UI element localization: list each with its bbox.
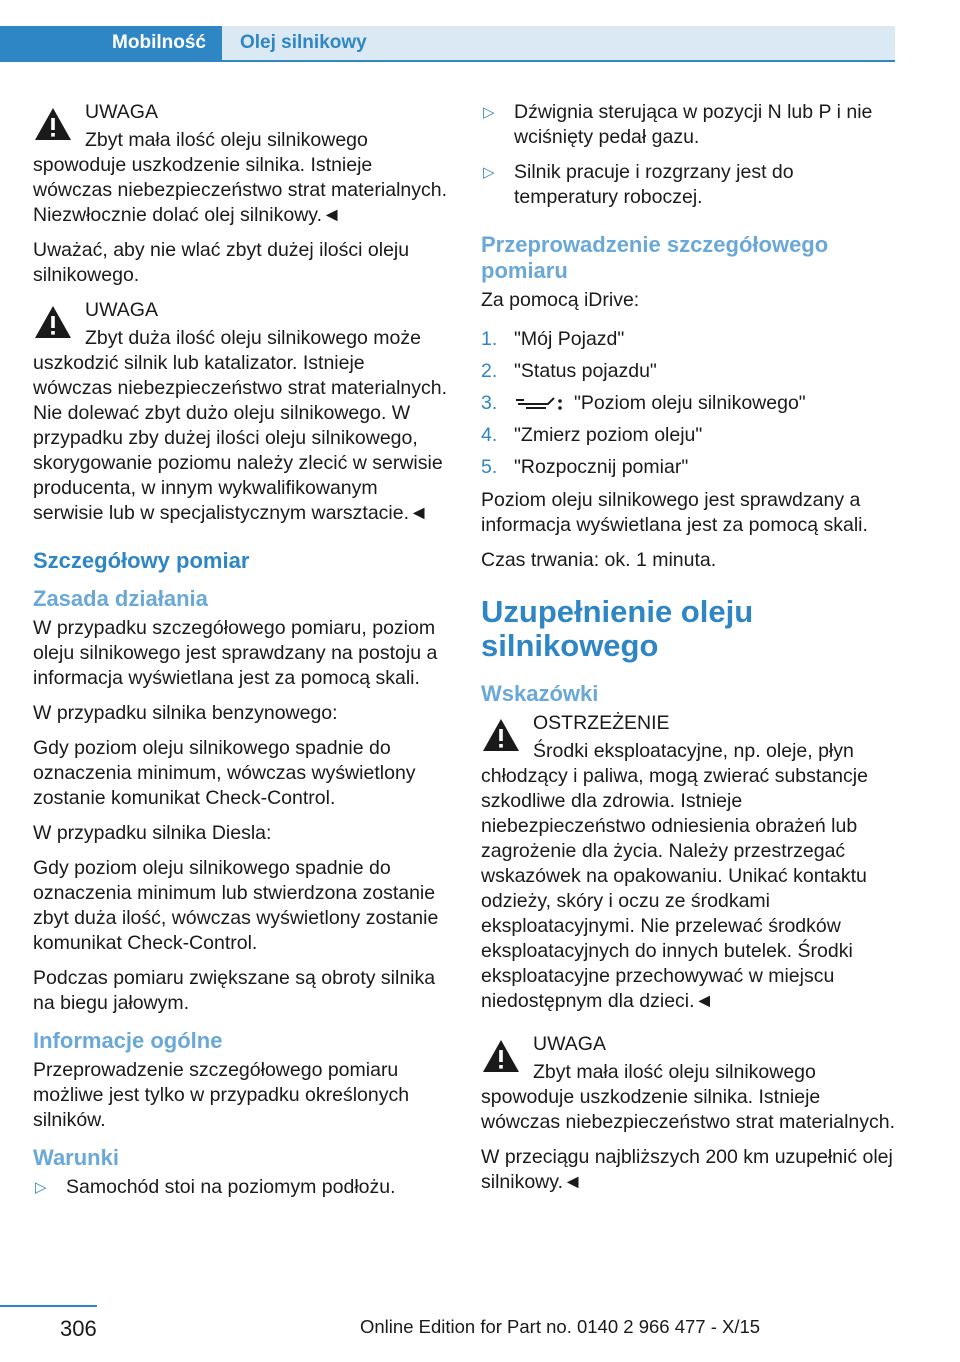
tab-engine-oil: Olej silnikowy (222, 26, 895, 60)
right-column (481, 100, 896, 1205)
triangle-bullet-icon: ▷ (483, 104, 495, 121)
left-column (33, 100, 448, 1210)
conditions-list (33, 1175, 448, 1200)
warning-triangle-icon (481, 717, 521, 753)
paragraph: Za pomocą iDrive: (481, 289, 640, 311)
warning-title: OSTRZEŻENIE (533, 712, 670, 734)
subsection-heading: Przeprowadzenie szczegółowego pomiaru (481, 232, 829, 283)
warning-block (33, 298, 448, 526)
list-item: ▷ Silnik pracuje i rozgrzany jest do temperatury roboczej. (483, 161, 794, 208)
list-item: ▷ Dźwignia sterująca w pozycji N lub P i nie wciśnięty pedał gazu. (483, 101, 873, 148)
warning-block (481, 711, 896, 1014)
paragraph: Czas trwania: ok. 1 minuta. (481, 549, 717, 571)
chapter-heading: Uzupełnienie oleju silnikowego (481, 594, 754, 663)
section-heading: Szczegółowy pomiar (33, 548, 250, 573)
paragraph: Gdy poziom oleju silnikowego spadnie do oznaczenia minimum, wówczas wyświetlony zostanie komunikat Check-Control. (33, 737, 416, 809)
warning-text: Środki eksploatacyjne, np. oleje, płyn chłodzący i paliwa, mogą zwierać substancje szkodliwe dla zdrowia. Istnieje niebezpieczeństwo odniesienia obrażeń lub zagrożenie dla życia. Należy przestrzegać wskazówek na opakowaniu. Unikać kontaktu odzieży, skóry i oczu ze środkami eksploatacyjnymi. Nie przelewać środków eksploatacyjnych do innych butelek. Środki eksploatacyjne przechowywać w miejscu niedostępnym dla dzieci.◄ (481, 740, 868, 1012)
triangle-bullet-icon: ▷ (35, 1179, 47, 1196)
subsection-heading: Informacje ogólne (33, 1028, 223, 1053)
warning-title: UWAGA (85, 101, 158, 123)
header-divider (0, 60, 895, 62)
paragraph: W przypadku silnika benzynowego: (33, 702, 338, 724)
page-number: 306 (60, 1316, 97, 1341)
paragraph: Gdy poziom oleju silnikowego spadnie do oznaczenia minimum lub stwierdzona zostanie zbyt duża ilość, wówczas wyświetlony zostanie komunikat Check-Control. (33, 857, 439, 954)
paragraph: Przeprowadzenie szczegółowego pomiaru możliwe jest tylko w przypadku określonych silników. (33, 1059, 410, 1131)
vehicle-settings-icon (514, 394, 566, 414)
warning-triangle-icon (33, 106, 73, 142)
tab-mobility: Mobilność (0, 26, 222, 60)
warning-triangle-icon (33, 304, 73, 340)
subsection-heading: Zasada działania (33, 586, 208, 611)
warning-text: Zbyt mała ilość oleju silnikowego spowoduje uszkodzenie silnika. Istnieje wówczas niebezpieczeństwo strat materialnych. Niezwłocznie dolać olej silnikowy.◄ (33, 129, 448, 226)
list-item: 2. "Status pojazdu" (481, 360, 657, 382)
paragraph: Poziom oleju silnikowego jest sprawdzany a informacja wyświetlana jest za pomocą skali. (481, 489, 868, 536)
list-item: 3. "Poziom oleju silnikowego" (481, 392, 806, 414)
edition-note: Online Edition for Part no. 0140 2 966 477 - X/15 (360, 1316, 761, 1337)
warning-text: Zbyt mała ilość oleju silnikowego spowoduje uszkodzenie silnika. Istnieje wówczas niebezpieczeństwo strat materialnych. (481, 1061, 896, 1133)
warning-text: Zbyt duża ilość oleju silnikowego może uszkodzić silnik lub katalizator. Istnieje wówczas niebezpieczeństwo strat materialnych. Nie dolewać zbyt dużo oleju silnikowego. W przypadku zby dużej ilości oleju silnikowego, skorygowanie poziomu należy zlecić w serwisie producenta, w innym wykwalifikowanym serwisie lub w specjalistycznym warsztacie.◄ (33, 327, 448, 524)
warning-title: UWAGA (533, 1033, 606, 1055)
warning-title: UWAGA (85, 299, 158, 321)
paragraph: W przypadku silnika Diesla: (33, 822, 272, 844)
subsection-heading: Warunki (33, 1145, 119, 1170)
page-header (0, 0, 895, 62)
steps-list (481, 327, 896, 480)
footer-divider (0, 1305, 97, 1307)
conditions-list (481, 100, 896, 210)
list-item: ▷ Samochód stoi na poziomym podłożu. (35, 1176, 396, 1198)
warning-triangle-icon (481, 1038, 521, 1074)
paragraph: W przeciągu najbliższych 200 km uzupełnić olej silnikowy.◄ (481, 1146, 893, 1193)
list-item: 4. "Zmierz poziom oleju" (481, 424, 703, 446)
paragraph: W przypadku szczegółowego pomiaru, poziom oleju silnikowego jest sprawdzany na postoju a informacja wyświetlana jest za pomocą skali. (33, 617, 438, 689)
triangle-bullet-icon: ▷ (483, 164, 495, 181)
paragraph: Uważać, aby nie wlać zbyt dużej ilości oleju silnikowego. (33, 239, 410, 286)
list-item: 1. "Mój Pojazd" (481, 328, 625, 350)
subsection-heading: Wskazówki (481, 681, 599, 706)
warning-block (33, 100, 448, 228)
list-item: 5. "Rozpocznij pomiar" (481, 456, 689, 478)
warning-block (481, 1032, 896, 1135)
paragraph: Podczas pomiaru zwiększane są obroty silnika na biegu jałowym. (33, 967, 436, 1014)
